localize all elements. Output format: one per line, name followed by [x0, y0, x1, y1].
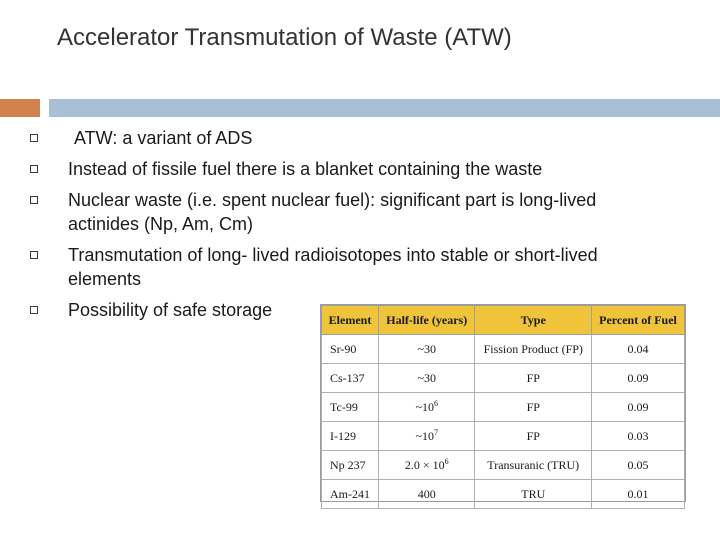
cell-percent: 0.05 — [592, 451, 685, 480]
cell-percent: 0.03 — [592, 422, 685, 451]
table-row — [322, 335, 685, 364]
cell-percent: 0.04 — [592, 335, 685, 364]
slide-title: Accelerator Transmutation of Waste (ATW) — [57, 24, 512, 51]
bullet-text: ATW: a variant of ADS — [74, 128, 253, 148]
half-life-base: ~10 — [415, 400, 434, 414]
column-header-element: Element — [322, 306, 379, 335]
isotope-table-image — [320, 304, 686, 502]
square-bullet-icon — [30, 165, 38, 173]
table-row — [322, 364, 685, 393]
half-life-base: ~10 — [415, 429, 434, 443]
cell-type: FP — [475, 422, 592, 451]
accent-bar-blue — [49, 99, 720, 117]
cell-half-life — [379, 422, 475, 451]
cell-half-life: ~30 — [379, 335, 475, 364]
column-header-type: Type — [475, 306, 592, 335]
half-life-exponent: 6 — [444, 457, 449, 466]
square-bullet-icon — [30, 196, 38, 204]
cell-element: Tc-99 — [322, 393, 379, 422]
square-bullet-icon — [30, 306, 38, 314]
cell-element: Cs-137 — [322, 364, 379, 393]
cell-element: I-129 — [322, 422, 379, 451]
cell-percent: 0.01 — [592, 480, 685, 509]
cell-type: TRU — [475, 480, 592, 509]
half-life-base: 2.0 × 10 — [404, 458, 445, 472]
table-row — [322, 451, 685, 480]
cell-percent: 0.09 — [592, 364, 685, 393]
cell-element: Sr-90 — [322, 335, 379, 364]
cell-type: FP — [475, 393, 592, 422]
table-row — [322, 422, 685, 451]
cell-element: Am-241 — [322, 480, 379, 509]
cell-half-life: 400 — [379, 480, 475, 509]
cell-half-life — [379, 393, 475, 422]
half-life-exponent: 6 — [433, 399, 438, 408]
square-bullet-icon — [30, 251, 38, 259]
column-header-percent: Percent of Fuel — [592, 306, 685, 335]
cell-type: FP — [475, 364, 592, 393]
bullet-text: Nuclear waste (i.e. spent nuclear fuel): significant part is long-lived actinides (Np, Am, Cm) — [68, 190, 597, 234]
bullet-text: Transmutation of long- lived radioisotopes into stable or short-lived elements — [68, 245, 598, 289]
cell-element: Np 237 — [322, 451, 379, 480]
table-row — [322, 480, 685, 509]
square-bullet-icon — [30, 134, 38, 142]
table-row — [322, 393, 685, 422]
half-life-exponent: 7 — [433, 428, 438, 437]
bullet-text: Possibility of safe storage — [68, 300, 273, 320]
cell-percent: 0.09 — [592, 393, 685, 422]
cell-half-life: ~30 — [379, 364, 475, 393]
cell-half-life — [379, 451, 475, 480]
table-header-row — [322, 306, 685, 335]
isotope-table — [321, 305, 685, 509]
cell-type: Fission Product (FP) — [475, 335, 592, 364]
cell-type: Transuranic (TRU) — [475, 451, 592, 480]
column-header-half-life: Half-life (years) — [379, 306, 475, 335]
accent-bar-orange — [0, 99, 40, 117]
bullet-text: Instead of fissile fuel there is a blanket containing the waste — [68, 159, 543, 179]
